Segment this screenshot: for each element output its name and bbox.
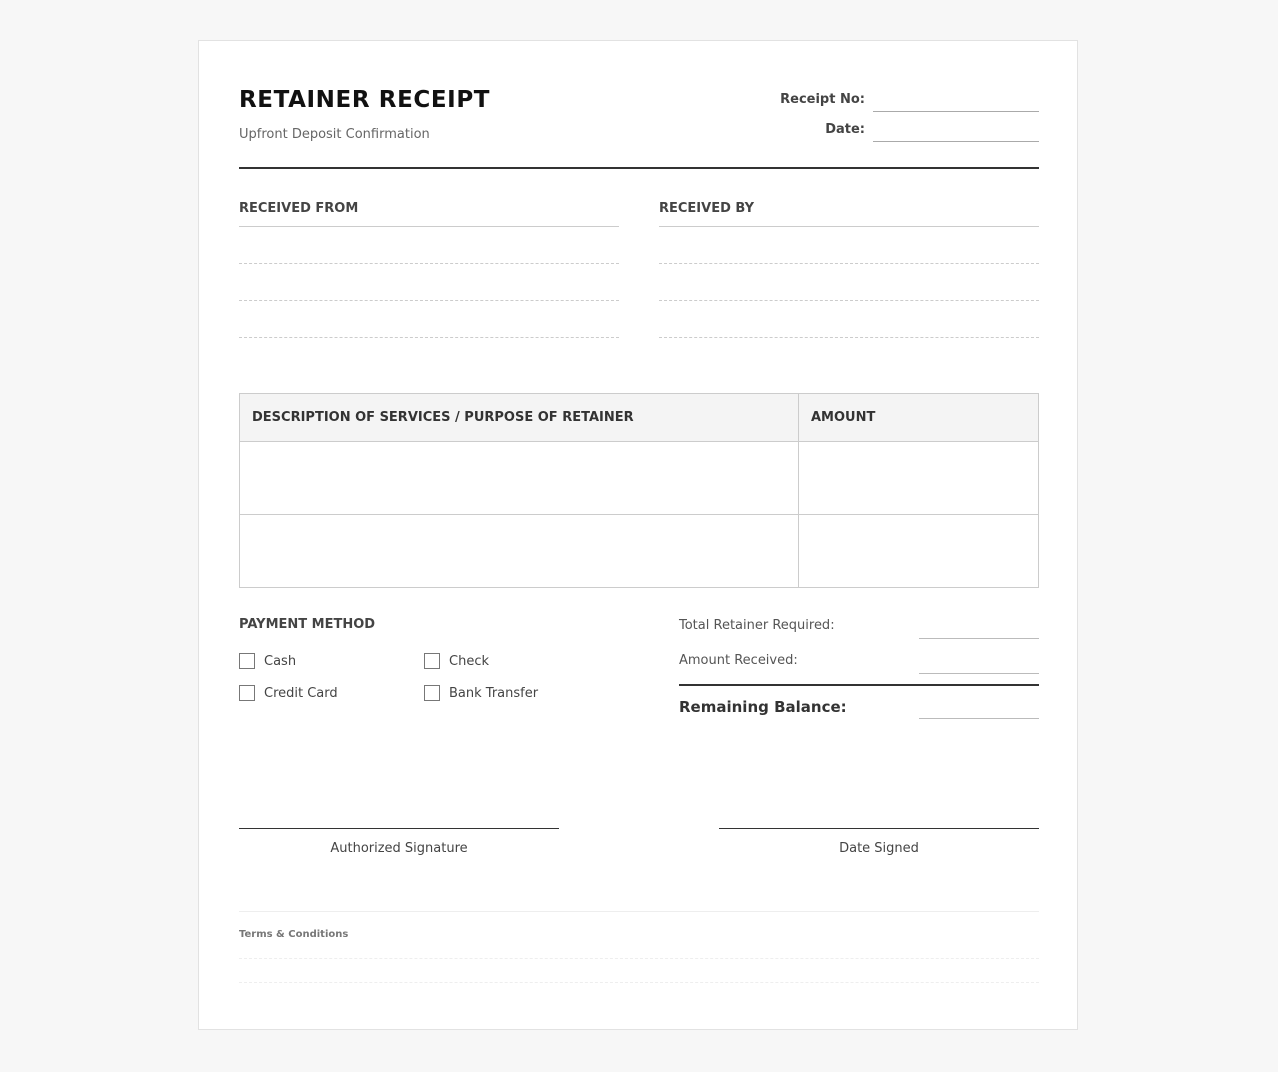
- payment-option-credit-card[interactable]: [239, 685, 338, 701]
- remaining-balance-label: Remaining Balance:: [679, 698, 847, 716]
- payment-option-check[interactable]: [424, 653, 489, 669]
- check-label: Check: [449, 653, 489, 669]
- bank-transfer-checkbox[interactable]: [424, 685, 440, 701]
- received-from-line-3[interactable]: [239, 301, 619, 338]
- receipt-number-label: Receipt No:: [780, 92, 865, 107]
- receipt-subtitle: Upfront Deposit Confirmation: [239, 127, 430, 142]
- date-signed-line[interactable]: [719, 828, 1039, 829]
- received-from-section: [239, 201, 619, 338]
- check-checkbox[interactable]: [424, 653, 440, 669]
- received-from-line-2[interactable]: [239, 264, 619, 301]
- cash-label: Cash: [264, 653, 297, 669]
- total-required-label: Total Retainer Required:: [679, 618, 835, 633]
- remaining-balance-field[interactable]: [919, 718, 1039, 719]
- description-cell[interactable]: [240, 515, 799, 588]
- receipt-sheet: [198, 40, 1078, 1030]
- cash-checkbox[interactable]: [239, 653, 255, 669]
- terms-line-1[interactable]: [239, 958, 1039, 959]
- table-row: [240, 442, 1039, 515]
- received-from-line-1[interactable]: [239, 227, 619, 264]
- amount-column-header: AMOUNT: [799, 394, 1039, 442]
- terms-divider: [239, 911, 1039, 912]
- receipt-date-field[interactable]: [873, 115, 1039, 142]
- received-by-line-2[interactable]: [659, 264, 1039, 301]
- header-divider: [239, 167, 1039, 169]
- terms-heading: Terms & Conditions: [239, 929, 349, 940]
- totals-divider: [679, 684, 1039, 686]
- total-required-field[interactable]: [919, 638, 1039, 639]
- authorized-signature-line[interactable]: [239, 828, 559, 829]
- receipt-title: RETAINER RECEIPT: [239, 87, 491, 113]
- amount-cell[interactable]: [799, 515, 1039, 588]
- receipt-number-row: [780, 86, 1039, 112]
- receipt-date-label: Date:: [825, 122, 865, 137]
- description-cell[interactable]: [240, 442, 799, 515]
- amount-received-field[interactable]: [919, 673, 1039, 674]
- services-table: [239, 393, 1039, 588]
- received-from-heading: RECEIVED FROM: [239, 201, 619, 227]
- received-by-heading: RECEIVED BY: [659, 201, 1039, 227]
- services-table-header-row: [240, 394, 1039, 442]
- received-by-line-3[interactable]: [659, 301, 1039, 338]
- received-by-section: [659, 201, 1039, 338]
- payment-option-cash[interactable]: [239, 653, 296, 669]
- payment-option-bank-transfer[interactable]: [424, 685, 538, 701]
- bank-transfer-label: Bank Transfer: [449, 685, 539, 701]
- date-signed-label: Date Signed: [839, 841, 919, 856]
- amount-received-label: Amount Received:: [679, 653, 798, 668]
- received-by-line-1[interactable]: [659, 227, 1039, 264]
- receipt-number-field[interactable]: [873, 85, 1039, 112]
- credit-card-checkbox[interactable]: [239, 685, 255, 701]
- receipt-date-row: [825, 116, 1039, 142]
- terms-line-2[interactable]: [239, 982, 1039, 983]
- credit-card-label: Credit Card: [264, 685, 338, 701]
- amount-cell[interactable]: [799, 442, 1039, 515]
- payment-method-heading: PAYMENT METHOD: [239, 617, 376, 632]
- authorized-signature-label: Authorized Signature: [330, 841, 468, 856]
- description-column-header: DESCRIPTION OF SERVICES / PURPOSE OF RETAINER: [240, 394, 799, 442]
- receipt-content: [239, 41, 1039, 1029]
- table-row: [240, 515, 1039, 588]
